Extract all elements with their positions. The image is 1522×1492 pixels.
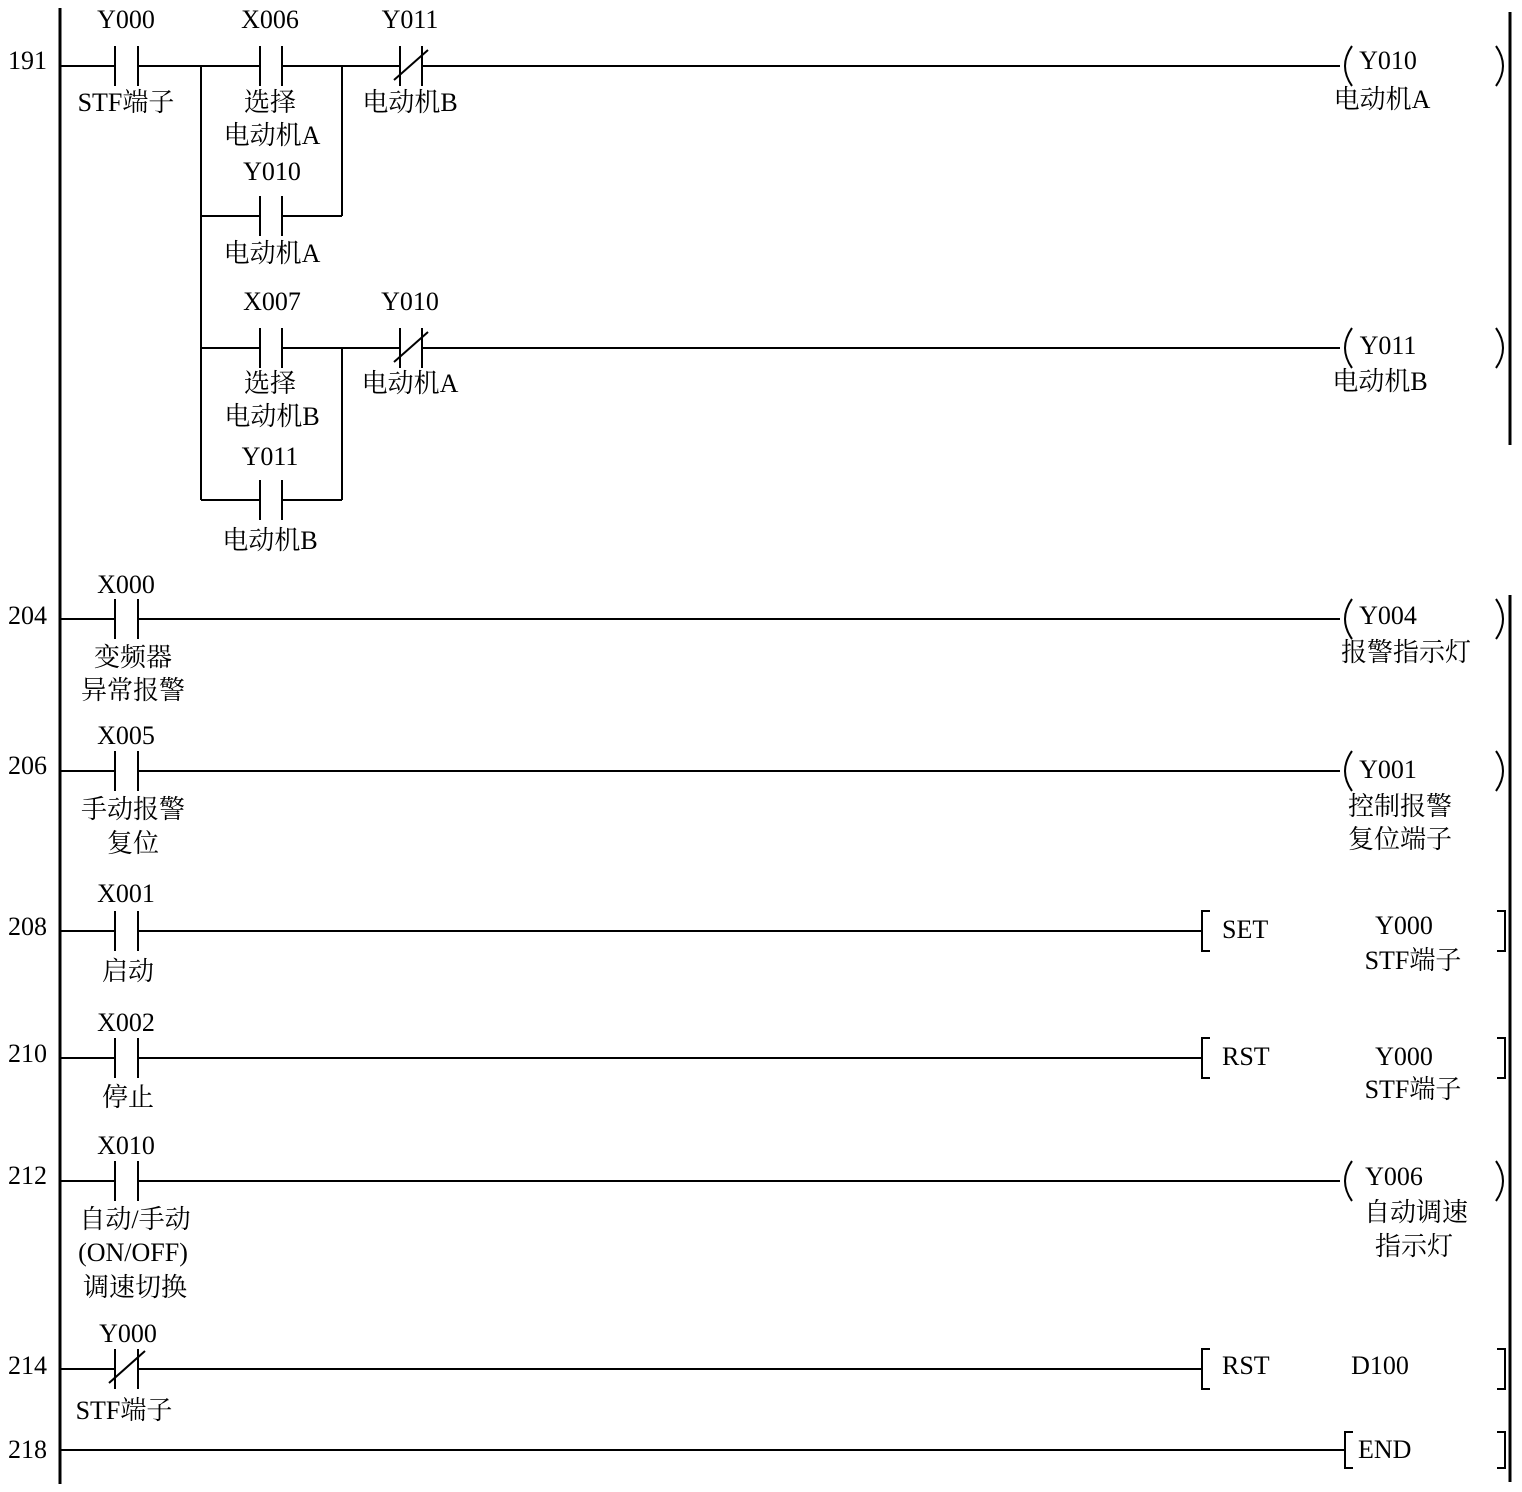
contact-comment: 电动机B — [222, 526, 318, 555]
contact-no — [115, 911, 138, 951]
contact-comment: STF端子 — [77, 88, 175, 117]
step-number: 210 — [8, 1039, 47, 1068]
step-number: 208 — [8, 912, 47, 941]
contact-address: Y011 — [381, 5, 439, 34]
contact-comment: 启动 — [101, 957, 155, 986]
rung-206 — [8, 721, 1503, 858]
instruction-name: SET — [1222, 915, 1269, 944]
contact-comment: 复位 — [106, 829, 160, 858]
step-number: 212 — [8, 1161, 47, 1190]
coil-comment: 指示灯 — [1374, 1232, 1454, 1261]
step-number: 218 — [8, 1435, 47, 1464]
instruction-operand: Y000 — [1375, 911, 1433, 940]
rung-214 — [8, 1319, 1505, 1425]
coil-operand: Y011 — [1359, 331, 1417, 360]
step-number: 206 — [8, 751, 47, 780]
contact-no — [115, 751, 138, 791]
rung-191-b — [201, 287, 1503, 555]
contact-comment: 变频器 — [93, 643, 173, 672]
instruction-name: RST — [1222, 1351, 1270, 1380]
contact-comment: 电动机A — [361, 369, 459, 398]
contact-address: X005 — [97, 721, 155, 750]
contact-nc — [394, 328, 428, 368]
contact-address: Y010 — [243, 157, 301, 186]
coil-operand: Y010 — [1359, 46, 1417, 75]
coil-comment: 电动机A — [1333, 85, 1431, 114]
contact-comment: 停止 — [101, 1083, 155, 1112]
coil-comment: 复位端子 — [1347, 825, 1453, 854]
rung-208 — [8, 879, 1505, 986]
coil-comment: 控制报警 — [1347, 792, 1453, 821]
contact-no — [115, 1161, 138, 1201]
rung-210 — [8, 1008, 1505, 1112]
coil-comment: 报警指示灯 — [1340, 638, 1472, 667]
step-number: 191 — [8, 46, 47, 75]
contact-no — [115, 1038, 138, 1078]
instruction-name: RST — [1222, 1042, 1270, 1071]
contact-comment: 异常报警 — [80, 676, 186, 705]
contact-address: X007 — [243, 287, 301, 316]
contact-comment: 电动机A — [223, 239, 321, 268]
contact-address: Y000 — [99, 1319, 157, 1348]
contact-address: X000 — [97, 570, 155, 599]
coil-comment: 自动调速 — [1363, 1198, 1469, 1227]
coil-operand: Y001 — [1359, 755, 1417, 784]
contact-comment: 选择 — [243, 369, 297, 398]
contact-address: X001 — [97, 879, 155, 908]
contact-no — [260, 480, 282, 520]
contact-no — [260, 196, 282, 236]
contact-no — [115, 46, 138, 86]
contact-no — [260, 46, 282, 86]
contact-comment: 电动机B — [362, 88, 458, 117]
contact-address: Y010 — [381, 287, 439, 316]
rung-218 — [8, 1432, 1505, 1468]
rung-204 — [8, 570, 1503, 705]
contact-address: X006 — [241, 5, 299, 34]
contact-comment: 自动/手动 — [79, 1205, 191, 1234]
contact-comment: (ON/OFF) — [78, 1238, 188, 1267]
instruction-comment: STF端子 — [1364, 1075, 1462, 1104]
contact-comment: 电动机A — [223, 121, 321, 150]
step-number: 214 — [8, 1351, 47, 1380]
rung-212 — [8, 1131, 1503, 1302]
coil-comment: 电动机B — [1332, 367, 1428, 396]
contact-comment: 手动报警 — [80, 795, 186, 824]
contact-comment: 选择 — [243, 88, 297, 117]
coil-operand: Y006 — [1365, 1162, 1423, 1191]
end-instruction: END — [1358, 1435, 1412, 1464]
contact-address: Y011 — [241, 442, 299, 471]
contact-address: X010 — [97, 1131, 155, 1160]
contact-no — [260, 328, 282, 368]
contact-comment: 电动机B — [224, 402, 320, 431]
instruction-comment: STF端子 — [1364, 946, 1462, 975]
contact-address: X002 — [97, 1008, 155, 1037]
contact-nc — [394, 46, 428, 86]
contact-comment: 调速切换 — [82, 1273, 188, 1302]
step-number: 204 — [8, 601, 47, 630]
contact-comment: STF端子 — [75, 1396, 173, 1425]
instruction-operand: D100 — [1351, 1351, 1409, 1380]
contact-address: Y000 — [97, 5, 155, 34]
contact-no — [115, 599, 138, 639]
instruction-operand: Y000 — [1375, 1042, 1433, 1071]
coil-operand: Y004 — [1359, 601, 1417, 630]
